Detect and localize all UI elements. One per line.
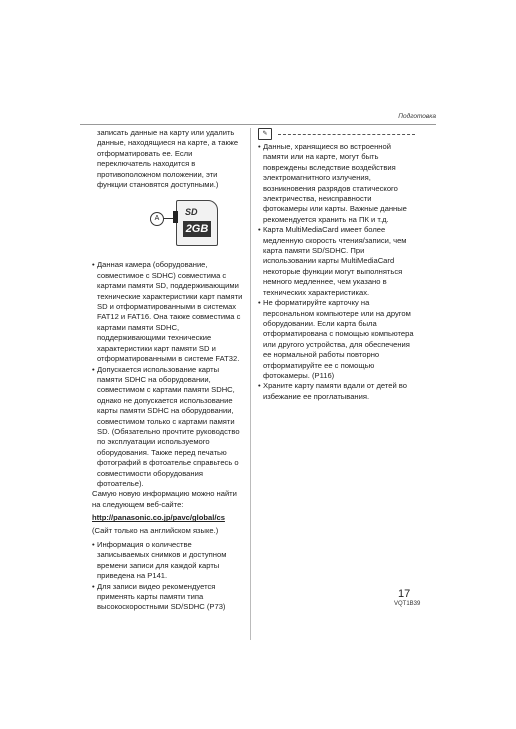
intro-text: записать данные на карту или удалить данные, находящиеся на карте, а также отформатировать ее. Если переключатель находится в противоположном положении, эти функции становятся доступными.) <box>97 128 239 190</box>
write-protect-switch <box>173 211 178 223</box>
page-number: 17 <box>398 588 411 600</box>
document-code: VQT1B39 <box>394 601 421 607</box>
info-list <box>92 540 244 613</box>
list-item: • Информация о количестве записываемых снимков и доступном времени записи для каждой карты приведена на P141. <box>92 540 244 582</box>
website-intro: Самую новую информацию можно найти на следующем веб-сайте: <box>92 489 237 509</box>
link-note: (Сайт только на английском языке.) <box>92 525 219 535</box>
note-icon: ✎ <box>258 128 272 140</box>
sd-card-illustration <box>176 200 218 246</box>
support-link[interactable]: http://panasonic.co.jp/pavc/global/cs <box>92 513 225 523</box>
right-column <box>258 128 415 402</box>
compatibility-list <box>92 260 244 489</box>
list-item: • Данная камера (оборудование, совместимое с SDHC) совместима с картами памяти SD, поддерживающими технические характеристики карт памяти SD и отформатированными в системах FAT12 и FAT16. Она также совместима с картами памяти SDHC, поддерживающими технические характеристики карт памяти SD и отформатированными в системе FAT32. <box>92 260 244 364</box>
note-header <box>258 128 415 140</box>
header-rule <box>80 124 436 125</box>
sd-logo: SD <box>185 207 198 218</box>
left-column <box>92 128 244 613</box>
figure-marker: A <box>150 212 164 226</box>
note-dashed-rule <box>278 134 415 135</box>
card-capacity-label: 2GB <box>183 221 211 237</box>
column-divider <box>250 128 251 640</box>
list-item: • Допускается использование карты памяти SDHC на оборудовании, совместимом с картами памяти SDHC, однако не допускается использование карты памяти SDHC на оборудовании, совместимом только с картами памяти SD. (Обязательно прочтите руководство по эксплуатации используемого оборудования. Также перед печатью фотографий в фотоателье справьтесь о совместимости оборудования фотоателье). <box>92 365 244 490</box>
section-header: Подготовка <box>398 113 436 120</box>
list-item: • Для записи видео рекомендуется применять карты памяти типа высокоскоростными SD/SDHC (P73) <box>92 582 244 613</box>
list-item: • Не форматируйте карточку на персональном компьютере или на другом оборудовании. Если карта была отформатирована с помощью компьютера или другого устройства, для обеспечения ее нормальной работы повторно отформатируйте ее с помощью фотокамеры. (P116) <box>258 298 415 381</box>
list-item: • Данные, хранящиеся во встроенной памяти или на карте, могут быть повреждены вследствие воздействия электромагнитного излучения, возникновения разрядов статического электричества, неисправности фотокамеры или карты. Важные данные рекомендуется хранить на ПК и т.д. <box>258 142 415 225</box>
list-item: • Храните карту памяти вдали от детей во избежание ее проглатывания. <box>258 381 415 402</box>
notes-list <box>258 142 415 402</box>
list-item: • Карта MultiMediaCard имеет более медленную скорость чтения/записи, чем карта памяти SD/SDHC. При использовании карты MultiMediaCard некоторые функции могут выполняться немного медленнее, чем указано в технических характеристиках. <box>258 225 415 298</box>
sd-card-figure <box>92 194 244 252</box>
